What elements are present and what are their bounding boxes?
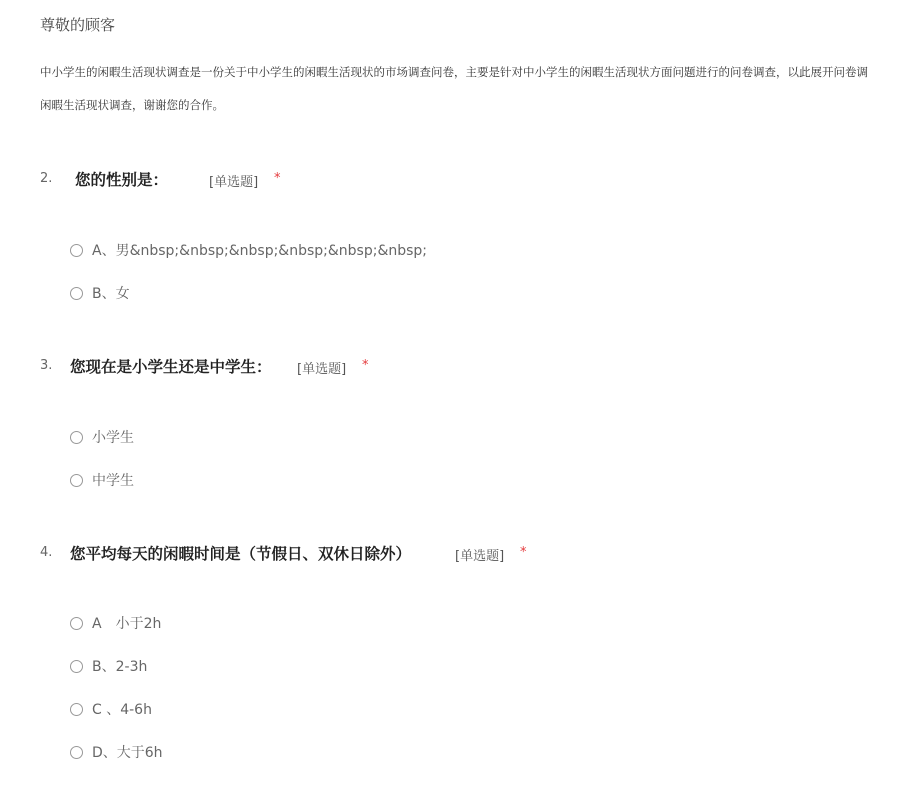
option-label: A 小于2h [92,616,162,632]
option-label: C 、4-6h [92,702,152,718]
option-4-6h[interactable] [70,699,152,719]
option-label: B、女 [92,286,130,302]
radio-button[interactable] [70,703,83,716]
intro-line-1: 中小学生的闲暇生活现状调查是一份关于中小学生的闲暇生活现状的市场调查问卷，主要是针对中小学生的闲暇生活现状方面问题进行的问卷调查，以此展开问卷调 [40,65,868,79]
option-over-6h[interactable] [70,742,163,762]
question-2 [0,168,900,302]
required-marker: * [520,545,527,560]
option-label: 中学生 [92,473,134,489]
question-type-label: [单选题] [209,175,259,190]
radio-button[interactable] [70,746,83,759]
intro-line-2: 闲暇生活现状调查，谢谢您的合作。 [40,98,224,112]
question-4 [0,542,900,761]
question-number: 2. [40,171,53,186]
required-marker: * [362,358,369,373]
option-label: 小学生 [92,430,134,446]
radio-button[interactable] [70,287,83,300]
question-title: 您平均每天的闲暇时间是（节假日、双休日除外） [70,545,412,563]
question-number: 4. [40,545,53,560]
question-title: 您现在是小学生还是中学生： [70,358,272,376]
question-number: 3. [40,358,53,373]
radio-button[interactable] [70,474,83,487]
radio-button[interactable] [70,617,83,630]
radio-button[interactable] [70,244,83,257]
survey-greeting: 尊敬的顾客 [40,16,116,34]
option-label: A、男&nbsp;&nbsp;&nbsp;&nbsp;&nbsp;&nbsp; [92,243,428,259]
question-title: 您的性别是： [75,171,169,189]
option-middle-student[interactable] [70,470,134,490]
option-female[interactable] [70,283,130,303]
option-label: D、大于6h [92,745,163,761]
option-2-3h[interactable] [70,656,147,676]
survey-intro [40,56,900,122]
radio-button[interactable] [70,660,83,673]
option-male[interactable] [70,240,427,260]
question-3 [0,355,900,489]
question-type-label: [单选题] [455,549,505,564]
required-marker: * [274,171,281,186]
option-label: B、2-3h [92,659,148,675]
question-type-label: [单选题] [297,362,347,377]
option-under-2h[interactable] [70,613,161,633]
option-primary-student[interactable] [70,427,134,447]
radio-button[interactable] [70,431,83,444]
